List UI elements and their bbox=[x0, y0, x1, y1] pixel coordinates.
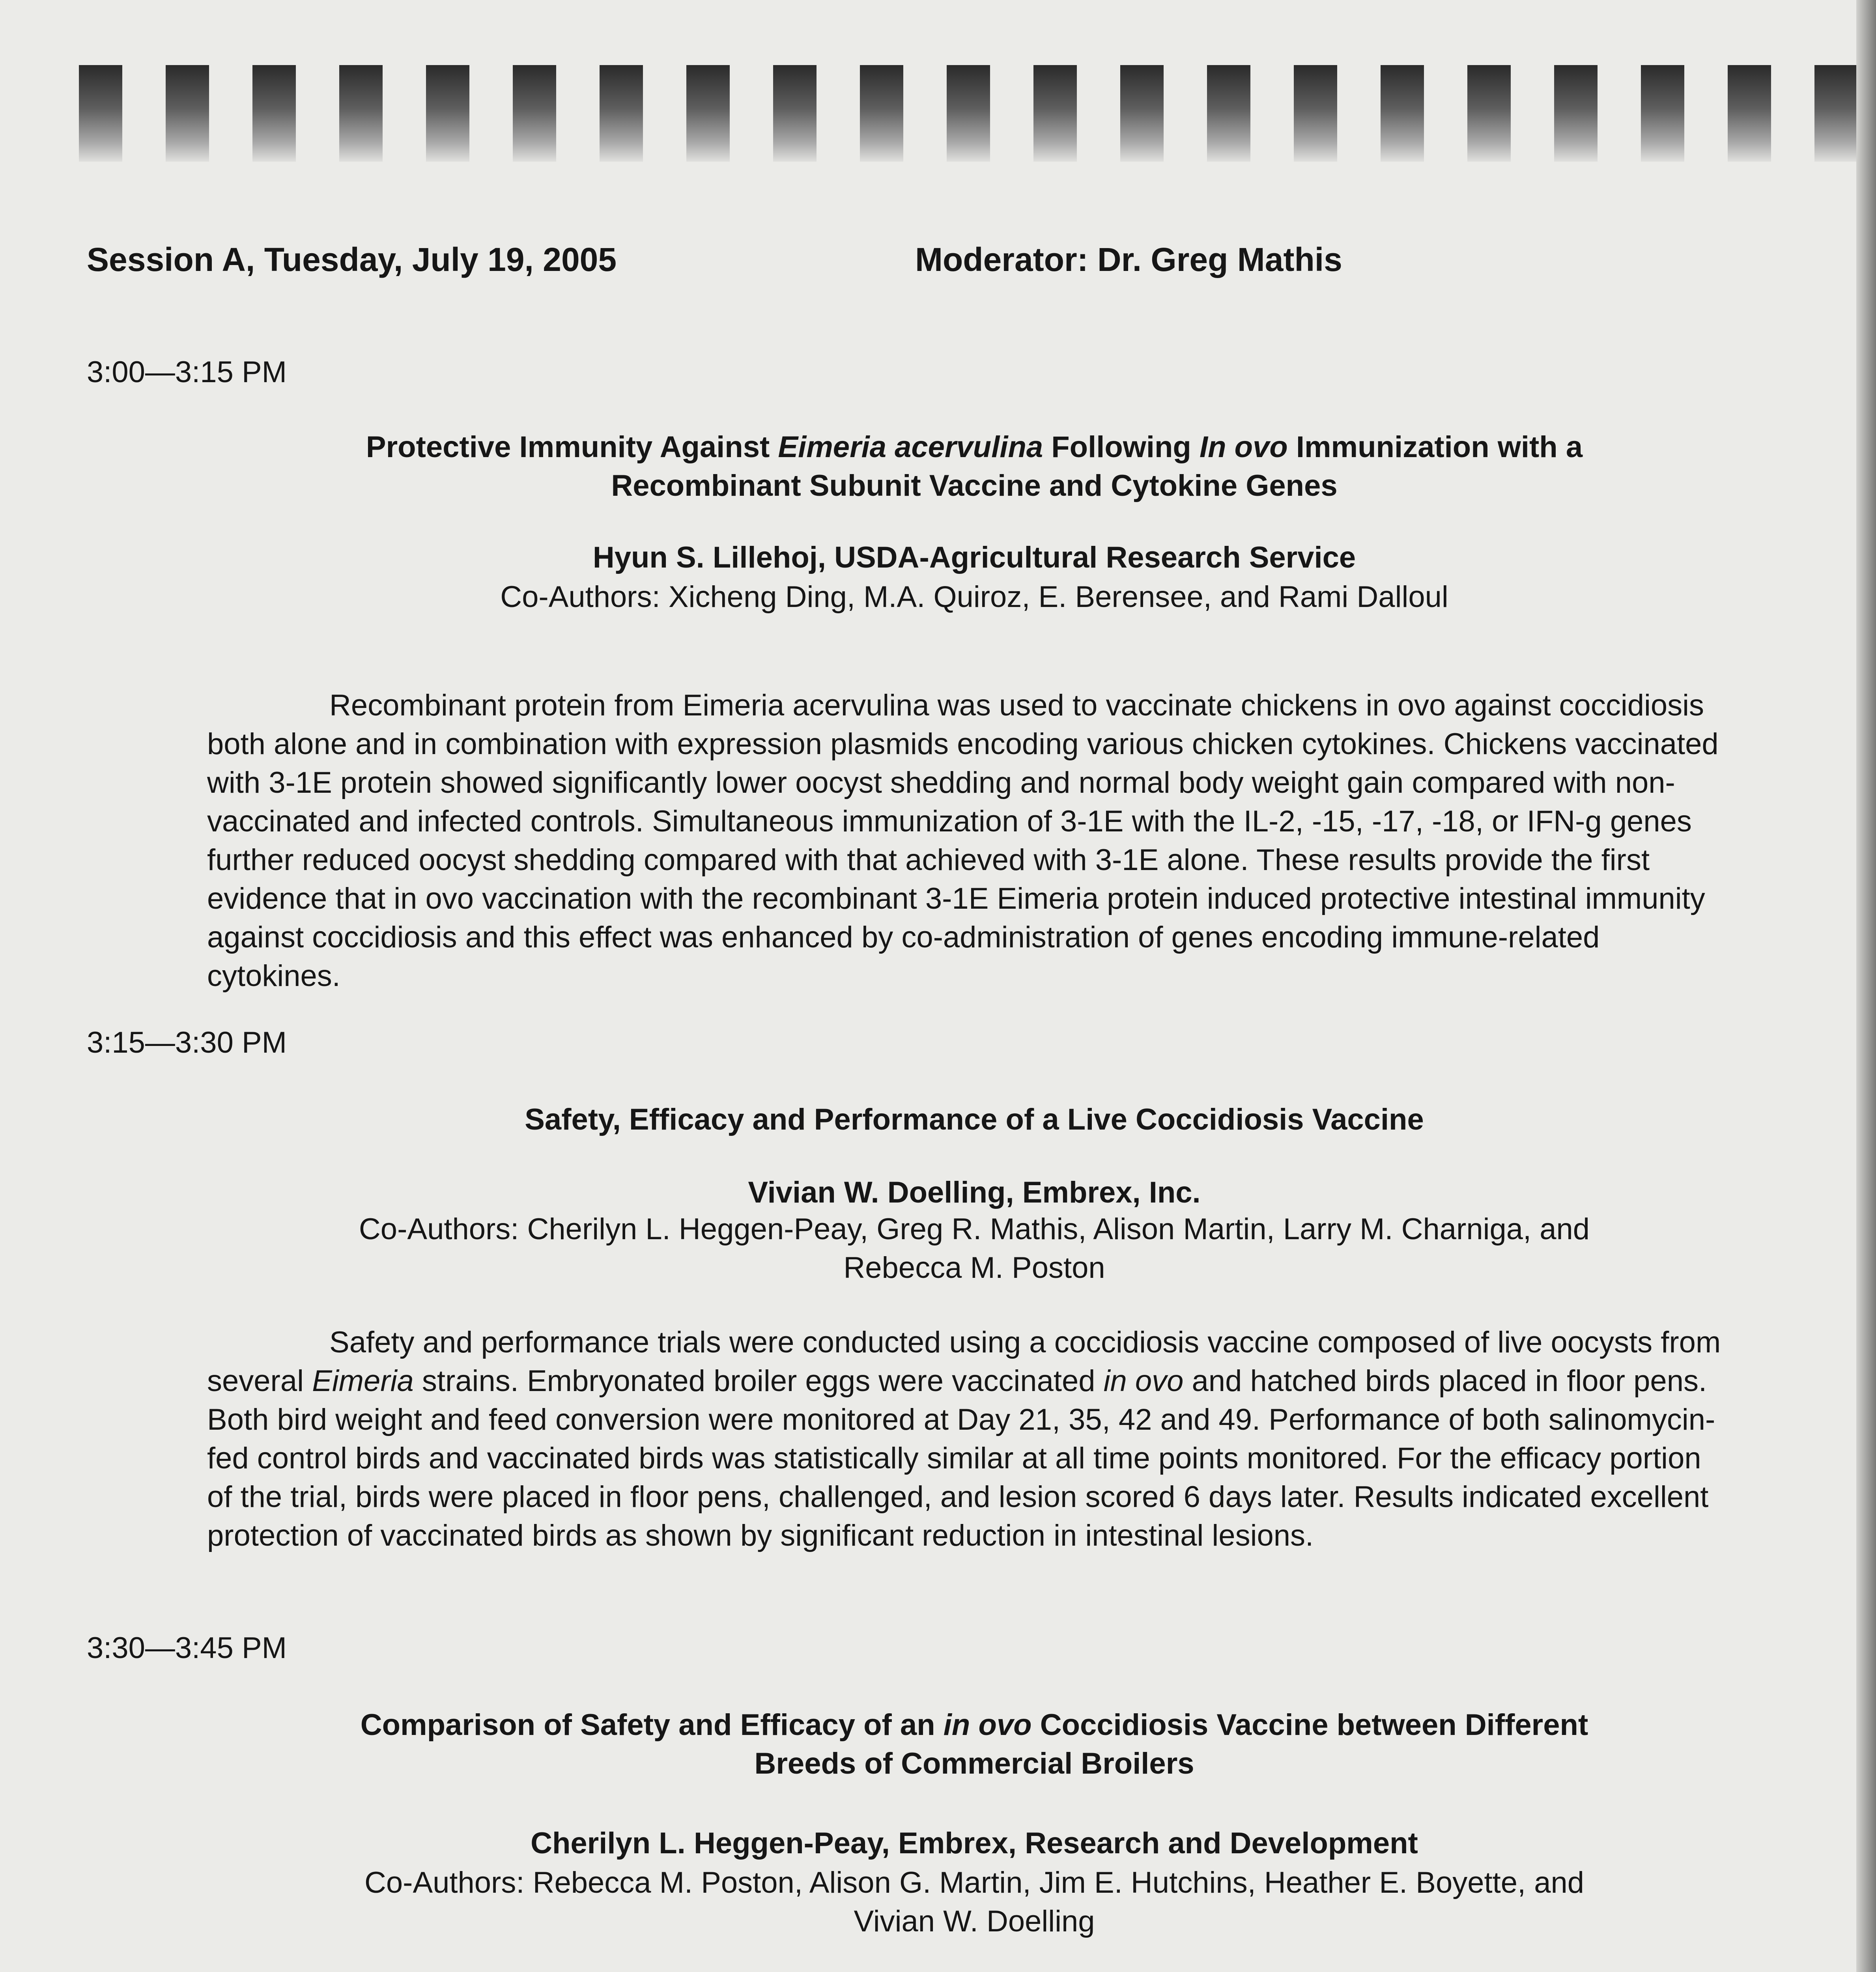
header-bar bbox=[1641, 65, 1684, 162]
moderator-label: Moderator: Dr. Greg Mathis bbox=[915, 241, 1342, 278]
talk-title: Comparison of Safety and Efficacy of an in ovo Coccidiosis Vaccine between Different Breeds of Commercial Broilers bbox=[360, 1708, 1588, 1780]
header-bar bbox=[1294, 65, 1337, 162]
header-decorative-bars bbox=[79, 65, 1862, 162]
header-bar bbox=[686, 65, 730, 162]
talk-abstract: Recombinant protein from Eimeria acervulina was used to vaccinate chickens in ovo against coccidiosis both alone and in combination with expression plasmids encoding various chicken cytokines. Chickens vaccinated with 3-1E protein showed significantly lower oocyst shedding and normal body weight gain compared with non-vaccinated and infected controls. Simultaneous immunization of 3-1E with the IL-2, -15, -17, -18, or IFN-g genes further reduced oocyst shedding compared with that achieved with 3-1E alone. These results provide the first evidence that in ovo vaccination with the recombinant 3-1E Eimeria protein induced protective intestinal immunity against coccidiosis and this effect was enhanced by co-administration of genes encoding immune-related cytokines. bbox=[207, 689, 1719, 993]
header-bar bbox=[947, 65, 990, 162]
header-bar bbox=[1207, 65, 1250, 162]
talk-abstract: Safety and performance trials were conducted using a coccidiosis vaccine composed of live oocysts from several Eimeria strains. Embryonated broiler eggs were vaccinated in ovo and hatched birds placed in floor pens. Both bird weight and feed conversion were monitored at Day 21, 35, 42 and 49. Performance of both salinomycin-fed control birds and vaccinated birds was statistically similar at all time points monitored. For the efficacy portion of the trial, birds were placed in floor pens, challenged, and lesion scored 6 days later. Results indicated excellent protection of vaccinated birds as shown by significant reduction in intestinal lesions. bbox=[207, 1326, 1721, 1552]
talk-coauthors: Co-Authors: Xicheng Ding, M.A. Quiroz, E. Berensee, and Rami Dalloul bbox=[500, 580, 1448, 614]
page-edge-shadow bbox=[1856, 0, 1876, 1972]
talk-title: Protective Immunity Against Eimeria acervulina Following In ovo Immunization with a Recombinant Subunit Vaccine and Cytokine Genes bbox=[366, 430, 1583, 502]
talk-author: Hyun S. Lillehoj, USDA-Agricultural Research Service bbox=[592, 541, 1356, 574]
talk-time: 3:15—3:30 PM bbox=[87, 1026, 287, 1059]
talk-time: 3:00—3:15 PM bbox=[87, 355, 287, 389]
header-bar bbox=[773, 65, 817, 162]
header-bar bbox=[79, 65, 122, 162]
header-bar bbox=[426, 65, 469, 162]
talk-author: Vivian W. Doelling, Embrex, Inc. bbox=[748, 1176, 1201, 1209]
header-bar bbox=[339, 65, 383, 162]
header-bar bbox=[1381, 65, 1424, 162]
header-bar bbox=[1728, 65, 1771, 162]
talk-coauthors: Co-Authors: Rebecca M. Poston, Alison G. Martin, Jim E. Hutchins, Heather E. Boyette, and Vivian W. Doelling bbox=[364, 1866, 1585, 1938]
header-bar bbox=[860, 65, 903, 162]
header-bar bbox=[1120, 65, 1164, 162]
header-bar bbox=[513, 65, 556, 162]
header-bar bbox=[1467, 65, 1511, 162]
header-bar bbox=[600, 65, 643, 162]
header-bar bbox=[1814, 65, 1858, 162]
header-bar bbox=[252, 65, 296, 162]
talk-coauthors: Co-Authors: Cherilyn L. Heggen-Peay, Greg R. Mathis, Alison Martin, Larry M. Charniga, and Rebecca M. Poston bbox=[359, 1212, 1590, 1285]
header-bar bbox=[166, 65, 209, 162]
talk-time: 3:30—3:45 PM bbox=[87, 1631, 287, 1665]
header-bar bbox=[1554, 65, 1598, 162]
header-bar bbox=[1033, 65, 1077, 162]
talk-author: Cherilyn L. Heggen-Peay, Embrex, Research and Development bbox=[531, 1826, 1418, 1860]
talk-title: Safety, Efficacy and Performance of a Live Coccidiosis Vaccine bbox=[525, 1103, 1424, 1136]
session-label: Session A, Tuesday, July 19, 2005 bbox=[87, 241, 617, 278]
